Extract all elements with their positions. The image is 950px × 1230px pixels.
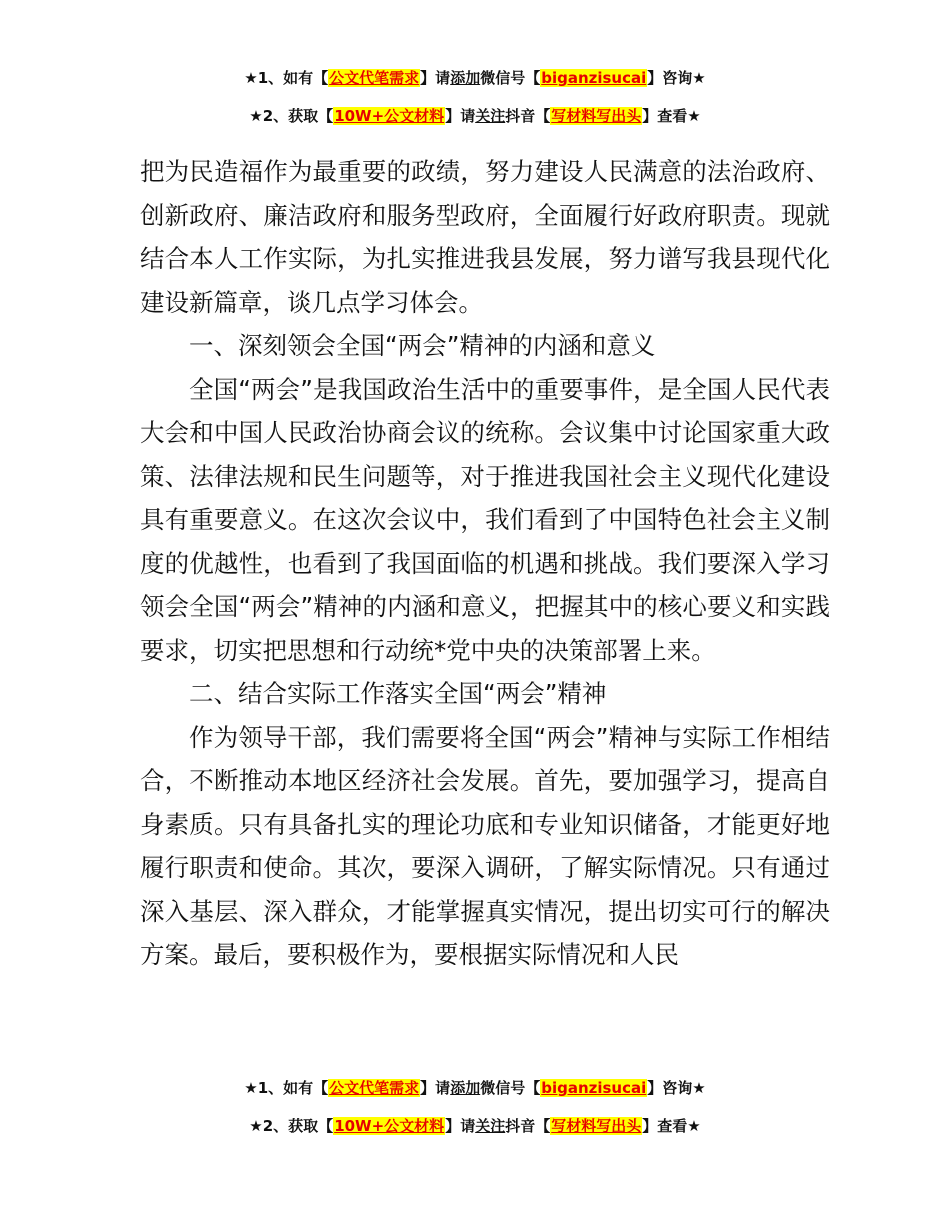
banner-text: 抖音【 — [505, 1117, 551, 1135]
banner-highlight-wechat-id: biganzisucai — [541, 1079, 647, 1097]
banner-text: 】请 — [445, 107, 476, 125]
banner-emphasis: 添加 — [450, 1079, 481, 1097]
body-paragraph: 全国“两会”是我国政治生活中的重要事件，是全国人民代表大会和中国人民政治协商会议的统称。会议集中讨论国家重大政策、法律法规和民生问题等，对于推进我国社会主义现代化建设具有重要意义。在这次会议中，我们看到了中国特色社会主义制度的优越性，也看到了我国面临的机遇和挑战。我们要深入学习领会全国“两会”精神的内涵和意义，把握其中的核心要义和实践要求，切实把思想和行动统*党中央的决策部署上来。 — [140, 374, 830, 665]
banner-highlight-materials: 10W+公文材料 — [334, 1117, 445, 1135]
bottom-banner-line-1 — [0, 1077, 950, 1099]
body-paragraph: 把为民造福作为最重要的政绩，努力建设人民满意的法治政府、创新政府、廉洁政府和服务型政府，全面履行好政府职责。现就结合本人工作实际，为扎实推进我县发展，努力谱写我县现代化建设新篇章，谈几点学习体会。 — [140, 157, 830, 317]
banner-emphasis: 关注 — [475, 1117, 506, 1135]
body-paragraph: 作为领导干部，我们需要将全国“两会”精神与实际工作相结合，不断推动本地区经济社会发展。首先，要加强学习，提高自身素质。只有具备扎实的理论功底和专业知识储备，才能更好地履行职责和使命。其次，要深入调研，了解实际情况。只有通过深入基层、深入群众，才能掌握真实情况，提出切实可行的解决方案。最后，要积极作为，要根据实际情况和人民 — [140, 722, 830, 969]
section-heading-2: 二、结合实际工作落实全国“两会”精神 — [189, 679, 607, 708]
banner-text: 微信号【 — [480, 1079, 541, 1097]
section-heading-1: 一、深刻领会全国“两会”精神的内涵和意义 — [189, 331, 656, 360]
banner-text: 微信号【 — [480, 69, 541, 87]
banner-highlight-douyin-account: 写材料写出头 — [551, 107, 642, 125]
banner-suffix: 】查看★ — [642, 107, 701, 125]
banner-highlight-service: 公文代笔需求 — [329, 1079, 420, 1097]
banner-prefix: ★1、如有【 — [244, 69, 329, 87]
top-banner-line-2 — [0, 105, 950, 127]
banner-text: 】请 — [420, 1079, 451, 1097]
banner-highlight-materials: 10W+公文材料 — [334, 107, 445, 125]
banner-text: 】请 — [445, 1117, 476, 1135]
banner-text: 】请 — [420, 69, 451, 87]
banner-highlight-service: 公文代笔需求 — [329, 69, 420, 87]
banner-highlight-douyin-account: 写材料写出头 — [551, 1117, 642, 1135]
banner-suffix: 】查看★ — [642, 1117, 701, 1135]
banner-highlight-wechat-id: biganzisucai — [541, 69, 647, 87]
banner-text: 抖音【 — [505, 107, 551, 125]
banner-suffix: 】咨询★ — [647, 1079, 706, 1097]
bottom-banner-line-2 — [0, 1115, 950, 1137]
document-body — [140, 150, 830, 977]
banner-emphasis: 关注 — [475, 107, 506, 125]
banner-emphasis: 添加 — [450, 69, 481, 87]
banner-suffix: 】咨询★ — [647, 69, 706, 87]
banner-prefix: ★2、获取【 — [249, 107, 334, 125]
top-banner-line-1 — [0, 67, 950, 89]
banner-prefix: ★1、如有【 — [244, 1079, 329, 1097]
banner-prefix: ★2、获取【 — [249, 1117, 334, 1135]
